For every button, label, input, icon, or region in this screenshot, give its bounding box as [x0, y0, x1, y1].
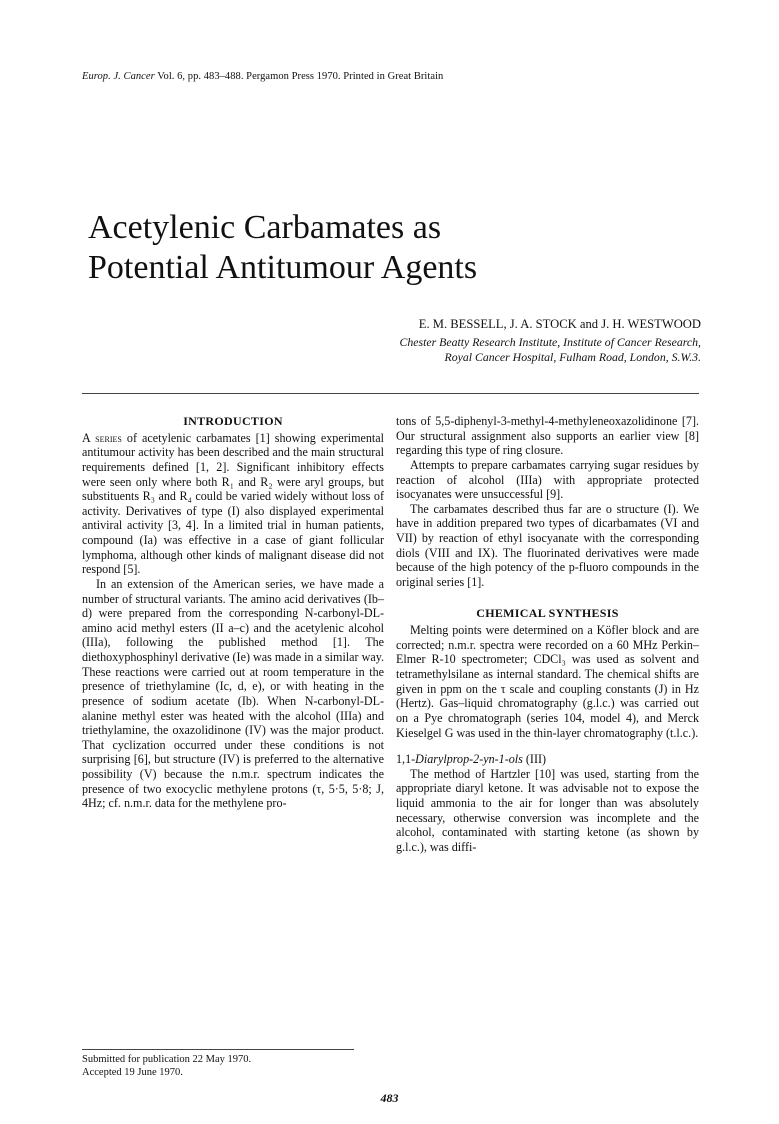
header-divider — [82, 393, 699, 394]
journal-name: Europ. J. Cancer — [82, 71, 155, 82]
chemical-synthesis-heading: CHEMICAL SYNTHESIS — [476, 605, 619, 620]
accepted-date: Accepted 19 June 1970. — [82, 1067, 183, 1078]
author-list: E. M. BESSELL, J. A. STOCK and J. H. WESTWOOD — [418, 317, 701, 331]
intro-paragraph-4: Attempts to prepare carbamates carrying sugar residues by reaction of alcohol (IIIa) with appropriate protected isocyanates were unsuccessful [9]. — [396, 457, 699, 502]
subsection-prefix: 1,1- — [396, 752, 416, 767]
article-title — [88, 208, 708, 288]
subsection-title: Diarylprop-2-yn-1-ols — [415, 752, 523, 767]
synthesis-paragraph-1: Melting points were determined on a Köfler block and are corrected; n.m.r. spectra were recorded on a 60 MHz Perkin–Elmer R-10 spectrometer; CDCl₃ was used as solvent and tetramethylsilane as internal standard. The chemical shifts are given in ppm on the τ scale and coupling constants (J) in Hz (Hertz). Gas–liquid chromatography (g.l.c.) was carried out on a Pye chromatograph (series 104, model 4), and Merck Kieselgel G was used in the thin-layer chromatography (t.l.c.). — [396, 623, 699, 740]
introduction-heading: INTRODUCTION — [183, 414, 283, 428]
citation-details: Vol. 6, pp. 483–488. Pergamon Press 1970. Printed in Great Britain — [157, 71, 444, 82]
footnote — [82, 1053, 251, 1079]
intro-paragraph-5: The carbamates described thus far are o structure (I). We have in addition prepared two types of dicarbamates (VI and VII) by reaction of ethyl isocyanate with the corresponding diols (VIII and IX). The fluorinated derivatives were made because of the high potency of the p-fluoro compounds in the original series [1]. — [396, 501, 699, 589]
left-column — [82, 414, 384, 811]
intro-paragraph-2: In an extension of the American series, we have made a number of structural variants. The amino acid derivatives (Ib–d) were prepared from the corresponding N-carbonyl-DL-amino acid methyl esters (II a–c) and the acetylenic alcohol (IIIa), following the published method [1]. The diethoxyphosphinyl derivative (Ie) was made in a similar way. These reactions were carried out at room temperature in the presence of triethylamine (Ic, d, e), or with heating in the presence of sodium acetate (Ib). When N-carbonyl-DL-alanine methyl ester was heated with the alcohol (IIIa) and triethylamine, the oxazolidinone (IV) was the major product. That cyclization occurred under these conditions is not surprising [6], but structure (IV) is preferred to the alternative possibility (V) because the n.m.r. spectrum indicates the presence of two exocyclic methylene protons (τ, 5·5, 5·8; J, 4Hz; cf. n.m.r. data for the methylene pro- — [82, 576, 384, 811]
title-line-1: Acetylenic Carbamates as — [88, 209, 442, 246]
affiliation-line-1: Chester Beatty Research Institute, Institute of Cancer Research, — [399, 335, 701, 349]
paragraph-spacer — [396, 740, 699, 752]
affiliation-line-2: Royal Cancer Hospital, Fulham Road, London, S.W.3. — [444, 350, 701, 364]
right-column — [396, 414, 699, 855]
title-line-2: Potential Antitumour Agents — [88, 249, 478, 286]
footnote-divider — [82, 1049, 354, 1050]
intro-paragraph-3: tons of 5,5-diphenyl-3-methyl-4-methyleneoxazolidinone [7]. Our structural assignment also supports an earlier view [8] regarding this type of ring closure. — [396, 414, 699, 458]
affiliation — [399, 335, 701, 365]
page-number: 483 — [380, 1091, 399, 1105]
intro-paragraph-1-text: of acetylenic carbamates [1] showing experimental antitumour activity has been described and the main structural requirements defined [1, 2]. Significant inhibitory effects were seen only where both R₁ and R₂ were aryl groups, but substituents R₃ and R₄ could be varied widely without loss of activity. Derivatives of type (I) also displayed experimental antiviral activity [3, 4]. In a limited trial in human patients, compound (Ia) was effective in a case of giant follicular lymphoma, although other kinds of malignant disease did not respond [5]. — [82, 430, 384, 577]
subsection-heading — [396, 752, 699, 767]
running-header — [82, 71, 682, 82]
synthesis-paragraph-2: The method of Hartzler [10] was used, starting from the appropriate diaryl ketone. It was advisable not to expose the liquid ammonia to the air for longer than was absolutely necessary, otherwise conversion was incomplete and the alcohol, contaminated with starting ketone (as shown by g.l.c.), was diffi- — [396, 766, 699, 854]
submitted-date: Submitted for publication 22 May 1970. — [82, 1054, 252, 1065]
intro-paragraph-1 — [82, 431, 384, 577]
intro-lead-words: A series — [82, 430, 122, 445]
subsection-suffix: (III) — [522, 752, 547, 767]
